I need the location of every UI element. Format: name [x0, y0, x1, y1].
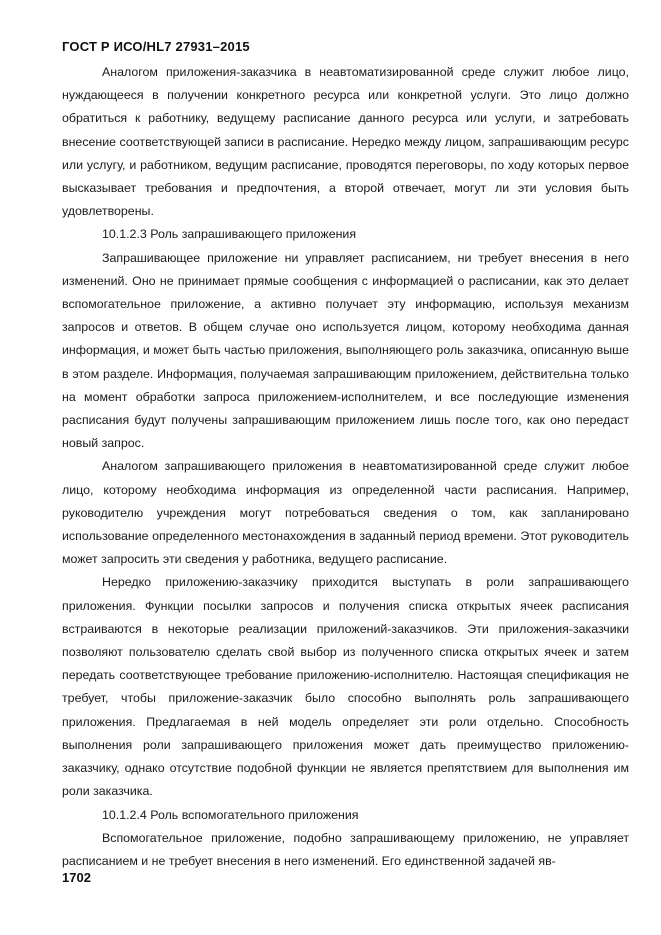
section-heading-querying-role: 10.1.2.3 Роль запрашивающего приложения — [102, 227, 357, 242]
document-header: ГОСТ Р ИСО/HL7 27931–2015 — [62, 39, 250, 54]
paragraph-customer-as-querier: Нередко приложению-заказчику приходится выступать в роли запрашивающего приложения. Функции посылки запросов и получения списка открытых ячеек расписания встраиваются в некоторые реализации приложений-заказчиков. Эти приложения-заказчики позволяют пользователю сделать свой выбор из полученного списка открытых ячеек и затем передать соответствующее требование приложению-исполнителю. Настоящая спецификация не требует, чтобы приложение-заказчик было способно выполнять роль запрашивающего приложения. Предлагаемая в ней модель определяет эти роли отдельно. Способность выполнения роли запрашивающего приложения может дать преимущество приложению-заказчику, однако отсутствие подобной функции не является препятствием для выполнения им роли заказчика. — [62, 575, 629, 799]
paragraph-querying-role: Запрашивающее приложение ни управляет расписанием, ни требует внесения в него изменений. Оно не принимает прямые сообщения с информацией о расписании, как это делает вспомогательное приложение, а активно получает эту информацию, используя механизм запросов и ответов. В общем случае оно используется лицом, которому необходима данная информация, и может быть частью приложения, выполняющего роль заказчика, описанную выше в этом разделе. Информация, получаемая запрашивающим приложением, действительна только на момент обработки запроса приложением-исполнителем, и все последующие изменения расписания будут получены запрашивающим приложением лишь после того, как оно передаст новый запрос. — [62, 250, 629, 451]
paragraph-auxiliary-role: Вспомогательное приложение, подобно запрашивающему приложению, не управляет расписанием и не требует внесения в него изменений. Его единственной задачей яв- — [62, 830, 629, 868]
section-heading-auxiliary-role: 10.1.2.4 Роль вспомогательного приложения — [102, 807, 359, 822]
page-number: 1702 — [62, 870, 91, 885]
paragraph-querying-analog: Аналогом запрашивающего приложения в неавтоматизированной среде служит любое лицо, которому необходима информация из определенной части расписания. Например, руководителю учреждения могут потребоваться сведения о том, как запланировано использование определенного местонахождения в заданный период времени. Этот руководитель может запросить эти сведения у работника, ведущего расписание. — [62, 459, 629, 567]
document-body — [62, 61, 629, 873]
paragraph-customer-analog: Аналогом приложения-заказчика в неавтоматизированной среде служит любое лицо, нуждающееся в получении конкретного ресурса или конкретной услуги. Это лицо должно обратиться к работнику, ведущему расписание данного ресурса или услуги, и затребовать внесение соответствующей записи в расписание. Нередко между лицом, запрашивающим ресурс или услугу, и работником, ведущим расписание, проводятся переговоры, по ходу которых первое высказывает требования и предпочтения, а второй отвечает, могут ли эти условия быть удовлетворены. — [62, 65, 629, 219]
